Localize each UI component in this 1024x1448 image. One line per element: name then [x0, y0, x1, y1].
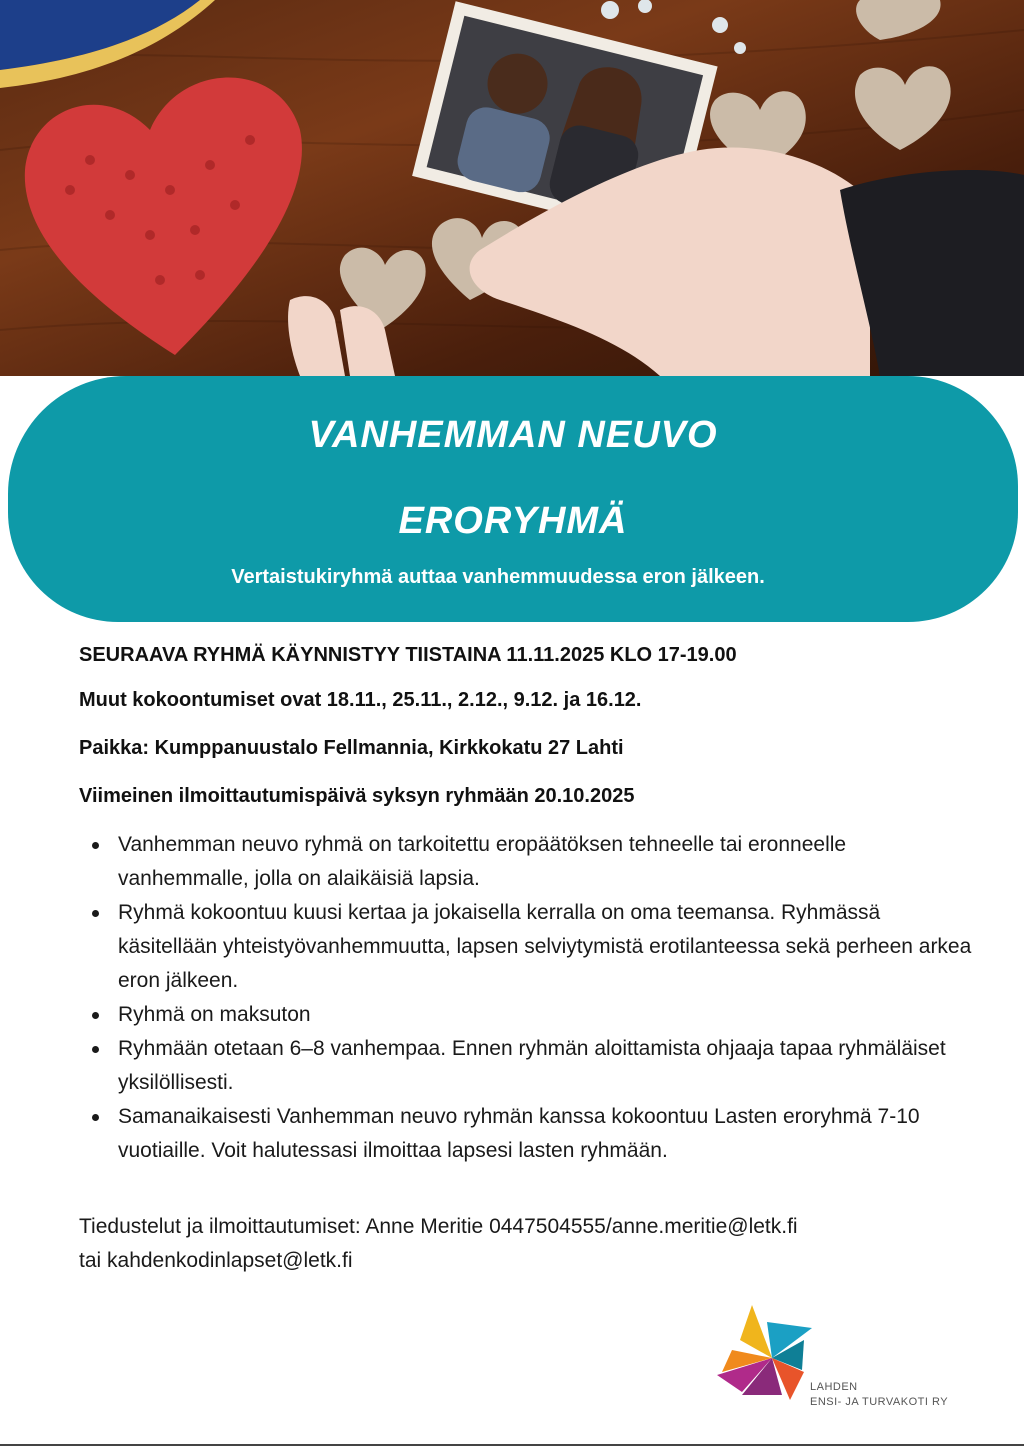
bottom-divider	[0, 1444, 1024, 1446]
contact-info	[79, 1210, 999, 1278]
logo-line-2: ENSI- JA TURVAKOTI RY	[810, 1396, 949, 1408]
info-bullet-list	[80, 828, 980, 1168]
header-photo	[0, 0, 1024, 376]
title-banner	[8, 376, 1018, 622]
logo-wordmark	[810, 1380, 948, 1410]
list-item: Vanhemman neuvo ryhmä on tarkoitettu eropäätöksen tehneelle tai eronneelle vanhemmalle, jolla on alaikäisiä lapsia.	[80, 828, 980, 896]
header-photo-illustration	[0, 0, 1024, 376]
list-item: Samanaikaisesti Vanhemman neuvo ryhmän kanssa kokoontuu Lasten eroryhmä 7-10 vuotiaille. Voit halutessasi ilmoittaa lapsesi lasten ryhmään.	[80, 1100, 980, 1168]
other-meetings-line: Muut kokoontumiset ovat 18.11., 25.11., 2.12., 9.12. ja 16.12.	[79, 689, 642, 711]
list-item: Ryhmään otetaan 6–8 vanhempaa. Ennen ryhmän aloittamista ohjaaja tapaa ryhmäläiset yksilöllisesti.	[80, 1032, 980, 1100]
banner-tagline: Vertaistukiryhmä auttaa vanhemmuudessa eron jälkeen.	[231, 566, 765, 588]
page-title: VANHEMMAN NEUVO	[308, 414, 718, 456]
deadline-line: Viimeinen ilmoittautumispäivä syksyn ryhmään 20.10.2025	[79, 785, 635, 807]
location-line: Paikka: Kumppanuustalo Fellmannia, Kirkkokatu 27 Lahti	[79, 737, 624, 759]
logo-line-1: LAHDEN	[810, 1381, 858, 1393]
page-subtitle: ERORYHMÄ	[398, 500, 628, 542]
start-date-line: SEURAAVA RYHMÄ KÄYNNISTYY TIISTAINA 11.11.2025 KLO 17-19.00	[79, 644, 737, 666]
red-heart	[25, 78, 302, 356]
list-item: Ryhmä kokoontuu kuusi kertaa ja jokaisella kerralla on oma teemansa. Ryhmässä käsitellään yhteistyövanhemmuutta, lapsen selviytymistä erotilanteessa sekä perheen arkea eron jälkeen.	[80, 896, 980, 998]
list-item: Ryhmä on maksuton	[80, 998, 980, 1032]
contact-line-1: Tiedustelut ja ilmoittautumiset: Anne Meritie 0447504555/anne.meritie@letk.fi	[79, 1215, 798, 1238]
contact-line-2: tai kahdenkodinlapset@letk.fi	[79, 1249, 353, 1272]
